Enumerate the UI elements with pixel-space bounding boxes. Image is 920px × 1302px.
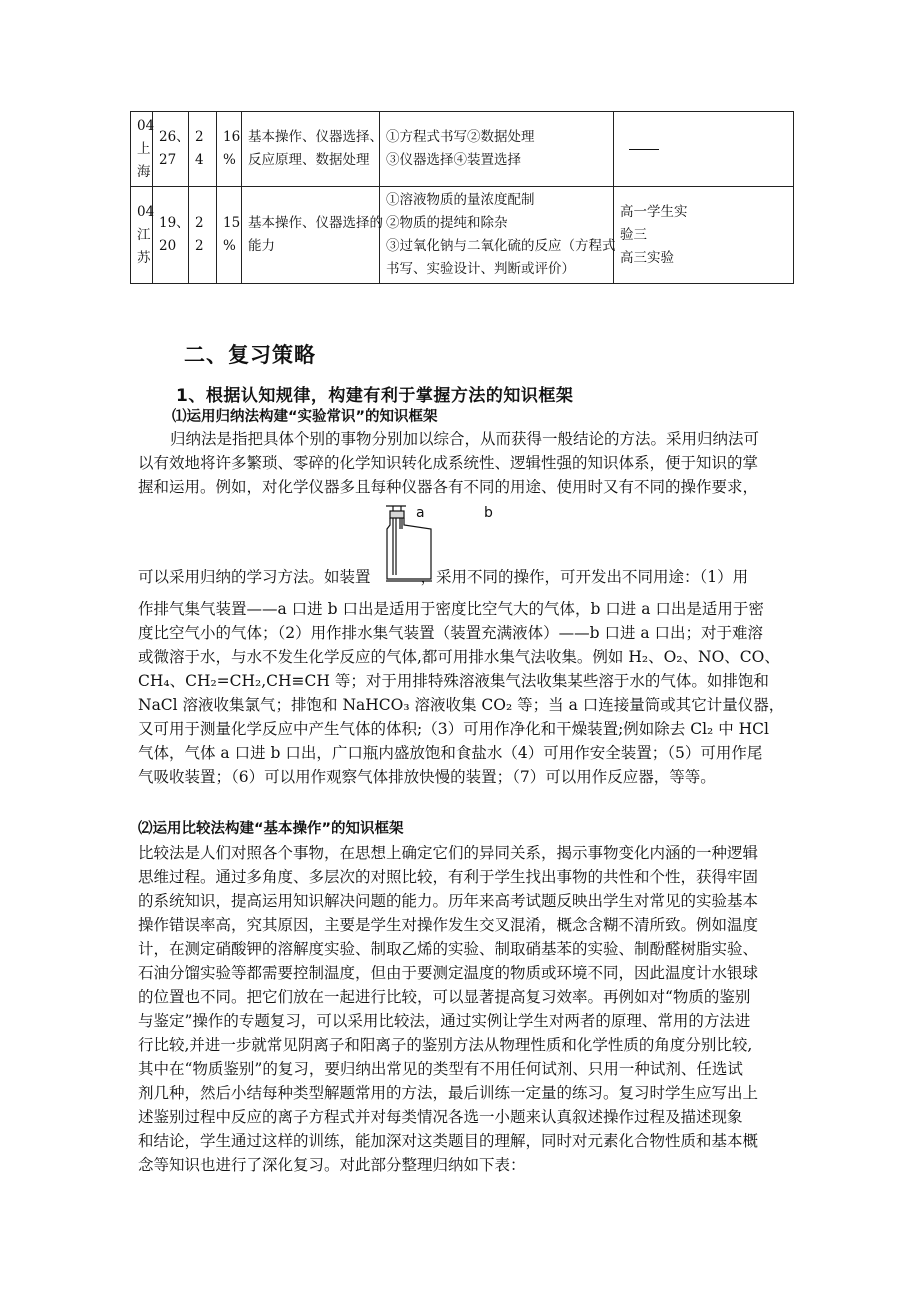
port-a-label: a — [416, 505, 425, 521]
text-line: 的系统知识，提高运用知识解决问题的能力。历年来高考试题反映出学生对常见的实验基本 — [138, 892, 759, 910]
text-line: 思维过程。通过多角度、多层次的对照比较，有利于学生找出事物的共性和个性，获得牢固 — [138, 868, 759, 886]
empty-dash — [629, 149, 659, 150]
port-b-label: b — [484, 505, 493, 521]
table-row — [131, 187, 794, 284]
cell-line: 26、 — [159, 129, 190, 145]
cell-line: 20 — [159, 238, 177, 254]
text-before-apparatus: 可以采用归纳的学习方法。如装置 — [138, 568, 371, 586]
cell-line: 高三实验 — [620, 249, 674, 266]
focus-cell — [380, 112, 614, 187]
text-line: 石油分馏实验等都需要控制温度，但由于要测定温度的物质或环境不同，因此温度计水银球 — [138, 964, 759, 982]
text-line: 作排气集气装置——a 口进 b 口出是适用于密度比空气大的气体，b 口进 a 口出是适用于密 — [138, 600, 764, 618]
cell-line: ①方程式书写②数据处理 — [386, 129, 535, 145]
text-line: 其中在“物质鉴别”的复习，要归纳出常见的类型有不用任何试剂、只用一种试剂、任选试 — [138, 1060, 743, 1078]
cell-line: 19、 — [159, 215, 190, 231]
cell-line: 基本操作、仪器选择的 — [248, 215, 383, 231]
part1-apparatus-line — [138, 565, 784, 589]
cell-line: 海 — [137, 163, 151, 180]
part1-uses-paragraph — [138, 597, 784, 789]
section-title: 二、复习策略 — [184, 343, 316, 367]
year-cell — [131, 187, 153, 284]
scope-cell — [242, 112, 383, 187]
text-line: 比较法是人们对照各个事物，在思想上确定它们的异同关系，揭示事物变化内涵的一种逻辑 — [138, 844, 759, 862]
table-row — [131, 112, 794, 187]
cell-line: 04 — [137, 117, 155, 134]
cell-line: 27 — [159, 152, 177, 168]
cell-line: 16 — [223, 129, 241, 145]
text-line: 行比较,并进一步就常见阴离子和阳离子的鉴别方法从物理性质和化学性质的角度分别比较, — [138, 1036, 753, 1054]
points-cell: 22 — [189, 187, 217, 284]
text-line: NaCl 溶液收集氯气；排饱和 NaHCO₃ 溶液收集 CO₂ 等；当 a 口连接量筒或其它计量仪器， — [138, 696, 785, 714]
text-line: 计，在测定硝酸钾的溶解度实验、制取乙烯的实验、制取硝基苯的实验、制酚醛树脂实验、 — [138, 940, 759, 958]
text-line — [138, 565, 784, 589]
cell-line: ③仪器选择④装置选择 — [386, 152, 521, 168]
text-line: 归纳法是指把具体个别的事物分别加以综合，从而获得一般结论的方法。采用归纳法可 — [170, 430, 760, 448]
textbook-cell — [614, 187, 794, 284]
part1-title: ⑴运用归纳法构建“实验常识”的知识框架 — [172, 409, 438, 425]
percent-cell — [217, 112, 242, 187]
text-line: 或微溶于水，与水不发生化学反应的气体,都可用排水集气法收集。例如 H₂、O₂、NO、CO、 — [138, 648, 780, 666]
cell-line: 基本操作、仪器选择、 — [248, 129, 383, 145]
cell-line: 苏 — [137, 249, 151, 266]
part2-paragraph — [138, 841, 784, 1177]
part1-paragraph — [138, 427, 784, 499]
text-line: CH₄、CH₂=CH₂,CH≡CH 等；对于用排特殊溶液集气法收集某些溶于水的气体。如排饱和 — [138, 672, 769, 690]
text-after-apparatus: ，采用不同的操作，可开发出不同用途：（1）用 — [420, 568, 749, 586]
text-line: 操作错误率高，究其原因，主要是学生对操作发生交叉混淆，概念含糊不清所致。例如温度 — [138, 916, 759, 934]
text-line: 握和运用。例如，对化学仪器多且每种仪器各有不同的用途、使用时又有不同的操作要求， — [138, 478, 759, 496]
cell-line: 上 — [137, 140, 151, 157]
cell-line: 15 — [223, 215, 241, 231]
text-line: 和结论，学生通过这样的训练，能加深对这类题目的理解，同时对元素化合物性质和基本概 — [138, 1132, 759, 1150]
cell-line: 验三 — [620, 226, 647, 243]
cell-line: ③过氧化钠与二氧化硫的反应（方程式 — [386, 238, 616, 254]
text-line: 度比空气小的气体；（2）用作排水集气装置（装置充满液体）——b 口进 a 口出；对于难溶 — [138, 624, 764, 642]
cell-line: 能力 — [248, 238, 275, 254]
cell-line: % — [223, 152, 236, 168]
text-line: 气体，气体 a 口进 b 口出，广口瓶内盛放饱和食盐水（4）可用作安全装置；（5）可用作尾 — [138, 744, 763, 762]
scope-cell — [242, 187, 383, 284]
text-line: 又可用于测量化学反应中产生气体的体积;（3）可用作净化和干燥装置;例如除去 Cl₂ 中 HCl — [138, 720, 769, 738]
question-cell — [153, 187, 189, 284]
cell-line: 高一学生实 — [620, 203, 688, 220]
cell-line: ②物质的提纯和除杂 — [386, 215, 508, 231]
year-cell — [131, 112, 153, 187]
text-line: 念等知识也进行了深化复习。对此部分整理归纳如下表： — [138, 1156, 526, 1174]
text-line: 的位置也不同。把它们放在一起进行比较，可以显著提高复习效率。再例如对“物质的鉴别 — [138, 988, 751, 1006]
cell-line: ①溶液物质的量浓度配制 — [386, 192, 535, 208]
points-cell: 24 — [189, 112, 217, 187]
textbook-cell — [614, 112, 794, 187]
cell-line: % — [223, 238, 236, 254]
text-line: 以有效地将许多繁琐、零碎的化学知识转化成系统性、逻辑性强的知识体系，便于知识的掌 — [138, 454, 759, 472]
cell-line: 江 — [137, 226, 151, 243]
subsection-title: 1、根据认知规律，构建有利于掌握方法的知识框架 — [176, 386, 574, 406]
text-line: 气吸收装置；（6）可以用作观察气体排放快慢的装置；（7）可以用作反应器，等等。 — [138, 768, 716, 786]
cell-line: 书写、实验设计、判断或评价） — [386, 261, 575, 277]
percent-cell — [217, 187, 242, 284]
focus-cell — [380, 187, 614, 284]
text-line: 剂几种，然后小结每种类型解题常用的方法，最后训练一定量的练习。复习时学生应写出上 — [138, 1084, 759, 1102]
text-line: 述鉴别过程中反应的离子方程式并对每类情况各选一小题来认真叙述操作过程及描述现象 — [138, 1108, 743, 1126]
cell-line: 04 — [137, 203, 155, 220]
cell-line: 反应原理、数据处理 — [248, 152, 370, 168]
part2-title: ⑵运用比较法构建“基本操作”的知识框架 — [138, 821, 404, 837]
exam-overview-table — [130, 111, 794, 284]
question-cell — [153, 112, 189, 187]
text-line: 与鉴定”操作的专题复习，可以采用比较法，通过实例让学生对两者的原理、常用的方法进 — [138, 1012, 751, 1030]
